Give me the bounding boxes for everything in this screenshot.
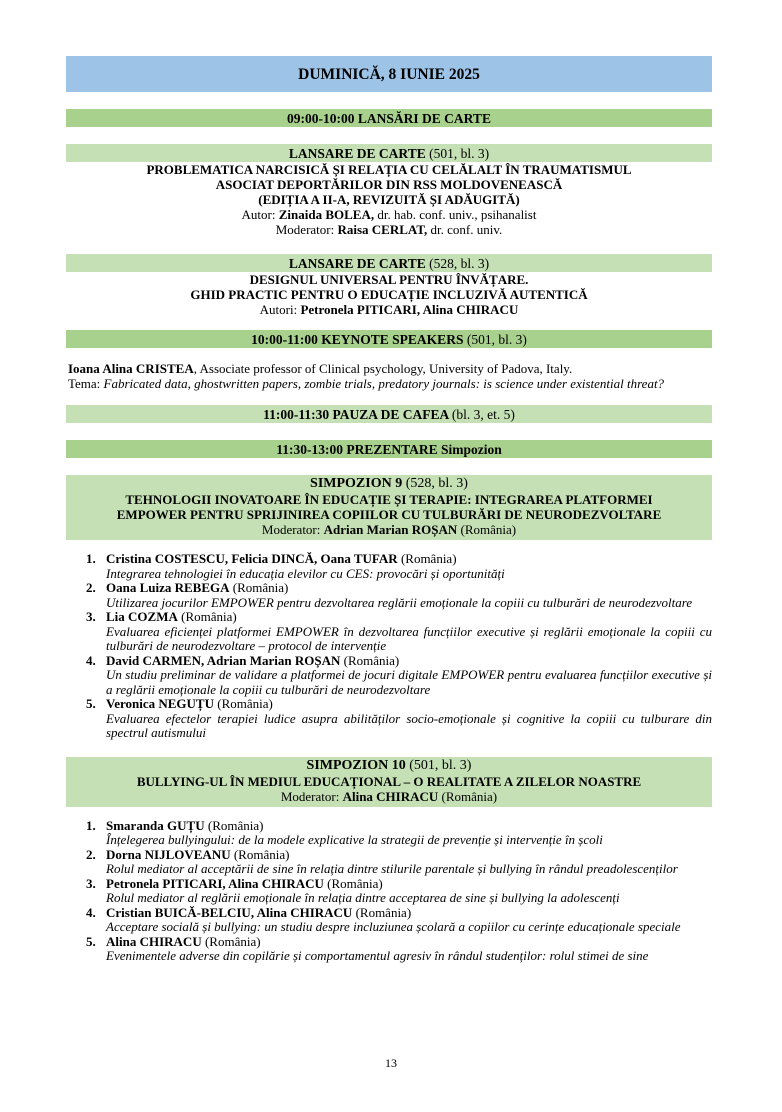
list-item: 2. Dorna NIJLOVEANU (România) Rolul mediator al acceptării de sine în relația dintre stilurile parentale și bullying în rândul preadolescenților [86,846,678,876]
symposium-10-header [66,757,712,807]
session-header-keynote: 10:00-11:00 KEYNOTE SPEAKERS (501, bl. 3) [66,330,712,348]
program-page [66,56,712,964]
keynote-speaker: Ioana Alina CRISTEA, Associate professor of Clinical psychology, University of Padova, Italy. [68,361,573,376]
spacer [66,348,712,362]
symposium-10-presentations [66,819,712,964]
session-header-coffee-break: 11:00-11:30 PAUZA DE CAFEA (bl. 3, et. 5) [66,405,712,423]
spacer [66,458,712,475]
book-1-title-line-2: ASOCIAT DEPORTĂRILOR DIN RSS MOLDOVENEASCĂ [215,177,563,192]
book-launch-1-details [66,162,712,237]
book-1-author: Autor: Zinaida BOLEA, dr. hab. conf. univ., psihanalist [241,207,537,222]
spacer [66,317,712,330]
book-launch-1-location: (501, bl. 3) [429,146,490,161]
day-header: DUMINICĂ, 8 IUNIE 2025 [66,56,712,92]
list-item: 2. Oana Luiza REBEGA (România) Utilizarea jocurilor EMPOWER pentru dezvoltarea reglării emoționale la copiii cu tulburări de neurodezvoltare [86,580,693,610]
spacer [66,127,712,144]
list-item: 3. Petronela PITICARI, Alina CHIRACU (România) Rolul mediator al reglării emoționale în relația dintre acceptarea de sine și bullying la adolescenți [86,875,620,905]
spacer [66,423,712,440]
session-header-book-launches: 09:00-10:00 LANSĂRI DE CARTE [66,109,712,127]
book-2-authors: Autori: Petronela PITICARI, Alina CHIRACU [259,302,519,317]
book-2-title-line-1: DESIGNUL UNIVERSAL PENTRU ÎNVĂȚARE. [249,272,529,287]
spacer [66,391,712,405]
symposium-9-presentations [66,552,712,741]
book-launch-2-location: (528, bl. 3) [429,256,490,271]
list-item: 3. Lia COZMA (România) Evaluarea eficienței platformei EMPOWER în dezvoltarea funcțiilor executive și reglării emoționale la copiii cu tulburări de neurodezvoltare – protocol de intervenție [86,609,712,653]
list-item: 4. David CARMEN, Adrian Marian ROȘAN (România) Un studiu preliminar de validare a platformei de jocuri digitale EMPOWER pentru evaluarea funcțiilor executive și a reglării emoționale la copiii cu tulburări de neurodezvoltare [86,652,712,697]
page-number: 13 [385,1056,397,1070]
list-item: 1. Smaranda GUȚU (România) Înțelegerea bullyingului: de la modele explicative la strategii de prevenție și intervenție în școli [86,817,603,847]
symposium-10-title-line-1: BULLYING-UL ÎN MEDIUL EDUCAȚIONAL – O REALITATE A ZILELOR NOASTRE [136,773,642,789]
symposium-9-title-line-1: TEHNOLOGII INOVATOARE ÎN EDUCAȚIE ȘI TERAPIE: INTEGRAREA PLATFORMEI [125,492,653,507]
symposium-10-label: SIMPOZION 10 (501, bl. 3) [306,757,472,773]
book-launch-1-header [66,144,712,162]
list-item: 5. Alina CHIRACU (România) Evenimentele adverse din copilărie și comportamentul agresiv în rândul studenților: rolul stimei de sine [86,933,649,963]
book-1-moderator: Moderator: Raisa CERLAT, dr. conf. univ. [275,222,503,237]
list-item: 5. Veronica NEGUȚU (România) Evaluarea efectelor terapiei ludice asupra abilităților socio-emoționale și cognitive la copiii cu tulburare din spectrul autismului [86,696,712,740]
book-launch-1-label: LANSARE DE CARTE [288,146,426,161]
symposium-9-title-line-2: EMPOWER PENTRU SPRIJINIREA COPIILOR CU TULBURĂRI DE NEURODEZVOLTARE [116,507,662,522]
keynote-theme: Tema: Fabricated data, ghostwritten papers, zombie trials, predatory journals: is science under existential threat? [68,375,665,391]
spacer [66,741,712,757]
spacer [66,237,712,254]
symposium-9-moderator: Moderator: Adrian Marian ROȘAN (România) [261,522,517,537]
list-item: 1. Cristina COSTESCU, Felicia DINCĂ, Oana TUFAR (România) Integrarea tehnologiei în educația elevilor cu CES: provocări și oportunități [86,551,505,581]
list-item: 4. Cristian BUICĂ-BELCIU, Alina CHIRACU (România) Acceptare socială și bullying: un studiu despre incluziunea școlară a copiilor cu cerințe educaționale speciale [86,904,681,934]
book-launch-2-header [66,254,712,272]
book-1-title-line-3: (EDIȚIA A II-A, REVIZUITĂ ȘI ADĂUGITĂ) [258,192,520,207]
session-header-presentations: 11:30-13:00 PREZENTARE Simpozion [66,440,712,458]
symposium-10-moderator: Moderator: Alina CHIRACU (România) [280,788,498,804]
symposium-9-label: SIMPOZION 9 (528, bl. 3) [310,476,468,491]
symposium-9-header [66,475,712,540]
book-1-title-line-1: PROBLEMATICA NARCISICĂ ȘI RELAȚIA CU CELĂLALT ÎN TRAUMATISMUL [146,162,632,177]
book-launch-2-details [66,272,712,317]
book-2-title-line-2: GHID PRACTIC PENTRU O EDUCAȚIE INCLUZIVĂ AUTENTICĂ [190,287,588,302]
book-launch-2-label: LANSARE DE CARTE [288,256,426,271]
keynote-details [66,362,712,391]
